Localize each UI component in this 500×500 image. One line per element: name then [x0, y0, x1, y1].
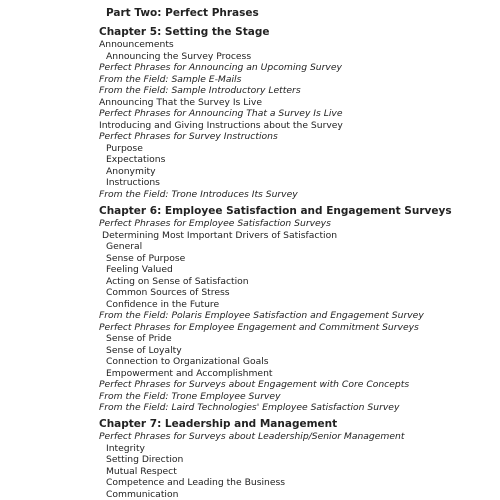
toc-entry: Perfect Phrases for Surveys about Engagement with Core Concepts	[99, 379, 410, 390]
toc-entry: General	[106, 241, 143, 252]
toc-entry: Mutual Respect	[106, 465, 177, 477]
toc-entry: Anonymity	[106, 165, 156, 177]
toc-entry: Feeling Valued	[106, 264, 173, 275]
toc-entry: Perfect Phrases for Surveys about Leadership/Senior Management	[99, 431, 405, 442]
toc-entry: Determining Most Important Drivers of Satisfaction	[102, 229, 338, 241]
toc-entry: Acting on Sense of Satisfaction	[106, 275, 249, 287]
part-title: Part Two: Perfect Phrases	[106, 7, 259, 19]
chapter-7-section	[99, 418, 489, 500]
toc-entry: Perfect Phrases for Employee Engagement and Commitment Surveys	[99, 321, 419, 333]
toc-entry: Sense of Purpose	[106, 252, 186, 264]
toc-entry: Introducing and Giving Instructions about the Survey	[99, 119, 343, 131]
toc-entry: Communication	[106, 488, 179, 500]
toc-entry: Announcements	[99, 39, 174, 50]
toc-entry: Perfect Phrases for Employee Satisfaction Surveys	[99, 218, 331, 229]
toc-entry: Connection to Organizational Goals	[106, 356, 269, 367]
toc-entry: Perfect Phrases for Announcing That a Survey Is Live	[99, 108, 343, 119]
toc-entry: Instructions	[106, 177, 160, 188]
chapter-title: Chapter 5: Setting the Stage	[99, 26, 270, 38]
chapter-title: Chapter 6: Employee Satisfaction and Engagement Surveys	[99, 205, 452, 217]
toc-entry: From the Field: Trone Introduces Its Survey	[99, 188, 298, 200]
toc-entry: From the Field: Sample Introductory Letters	[99, 85, 301, 96]
toc-entry: Confidence in the Future	[106, 298, 220, 310]
toc-entry: Integrity	[106, 442, 145, 454]
chapter-items	[99, 218, 489, 414]
toc-entry: Common Sources of Stress	[106, 287, 230, 298]
toc-entry: Setting Direction	[106, 454, 184, 465]
toc-entry: Announcing That the Survey Is Live	[99, 96, 263, 108]
chapter-6-section	[99, 205, 489, 414]
chapter-5-section	[99, 26, 489, 200]
toc-entry: From the Field: Polaris Employee Satisfaction and Engagement Survey	[99, 310, 424, 321]
toc-entry: From the Field: Trone Employee Survey	[99, 390, 281, 402]
toc-entry: Sense of Pride	[106, 333, 172, 344]
toc-entry: Empowerment and Accomplishment	[106, 367, 273, 379]
toc-entry: From the Field: Laird Technologies' Employee Satisfaction Survey	[99, 402, 400, 413]
chapter-items	[99, 431, 489, 500]
toc-entry: Purpose	[106, 142, 143, 154]
toc-entry: Expectations	[106, 154, 166, 165]
toc-entry: Perfect Phrases for Survey Instructions	[99, 131, 278, 142]
toc-entry: Announcing the Survey Process	[106, 50, 252, 62]
toc-entry: From the Field: Sample E-Mails	[99, 73, 242, 85]
toc-entry: Sense of Loyalty	[106, 344, 182, 356]
toc-entry: Perfect Phrases for Announcing an Upcoming Survey	[99, 62, 342, 73]
toc-entry: Competence and Leading the Business	[106, 477, 286, 488]
chapter-title: Chapter 7: Leadership and Management	[99, 418, 338, 430]
chapter-items	[99, 39, 489, 200]
